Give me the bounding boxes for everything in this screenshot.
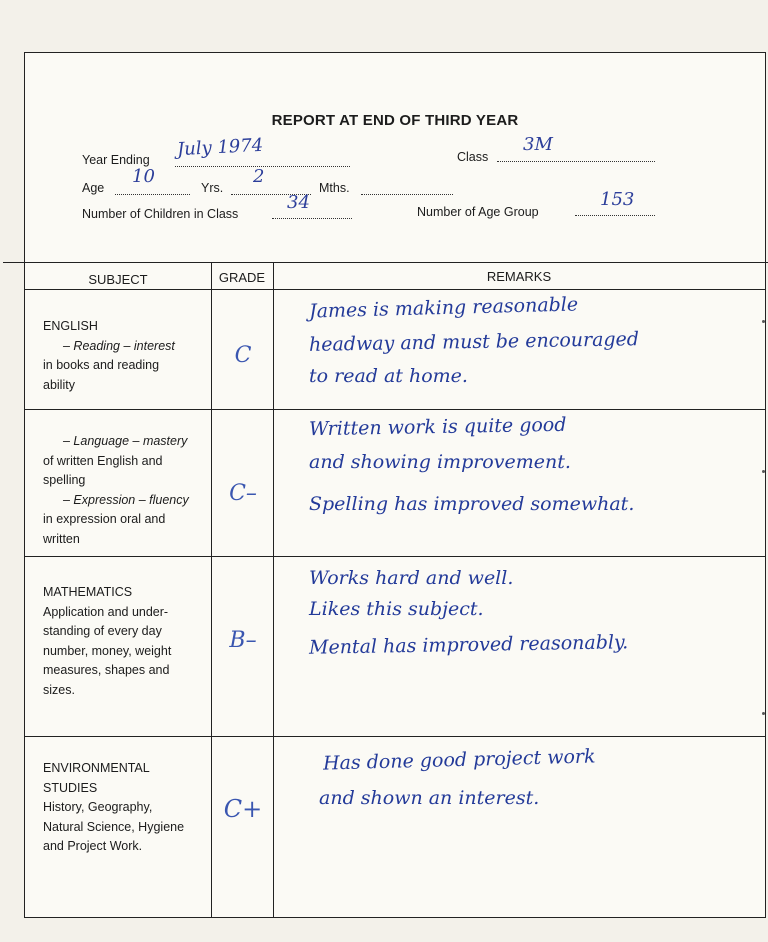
subject-line: in expression oral and — [43, 512, 166, 526]
subject-line: spelling — [43, 473, 86, 487]
subject-header: SUBJECT — [88, 272, 148, 287]
grade-value: B– — [229, 628, 257, 653]
subject-line: Natural Science, Hygiene — [43, 819, 185, 834]
yrs-label: Yrs. — [201, 181, 224, 195]
subject-line: Application and under- — [43, 604, 169, 619]
mths-line — [361, 182, 453, 195]
remark-line: Spelling has improved somewhat. — [309, 493, 635, 515]
age-months-value: 2 — [253, 166, 265, 187]
subject-line: ENVIRONMENTAL — [43, 761, 150, 775]
mths-label: Mths. — [319, 181, 350, 195]
report-title: REPORT AT END OF THIRD YEAR — [271, 112, 519, 129]
subject-line: MATHEMATICS — [43, 585, 133, 599]
table-top-border — [3, 262, 768, 263]
subject-line: ability — [43, 377, 75, 392]
grade-header: GRADE — [218, 270, 266, 285]
subject-line: of written English and — [43, 453, 163, 468]
edge-mark — [762, 470, 765, 473]
remark-line: Mental has improved reasonably. — [308, 631, 629, 659]
remark-line: Has done good project work — [322, 745, 596, 775]
age-label: Age — [82, 181, 105, 195]
year-ending-value: July 1974 — [176, 134, 264, 161]
subject-line: History, Geography, — [43, 800, 153, 814]
subject-line: standing of every day — [43, 624, 162, 638]
age-group-label: Number of Age Group — [417, 205, 539, 219]
remark-line: and shown an interest. — [319, 787, 540, 809]
edge-mark — [762, 320, 765, 323]
class-label: Class — [457, 150, 489, 164]
remarks-header: REMARKS — [486, 269, 552, 284]
class-line — [497, 149, 655, 162]
subject-cell — [43, 432, 189, 549]
subject-line: – Reading – interest — [63, 338, 175, 353]
remark-line: Likes this subject. — [309, 598, 484, 620]
grade-value: C– — [229, 481, 257, 506]
subject-line: – Language – mastery — [63, 434, 188, 448]
subject-line: in books and reading — [43, 358, 160, 372]
class-value: 3M — [523, 134, 553, 155]
subject-line: written — [43, 531, 80, 546]
edge-mark — [762, 712, 765, 715]
subject-cell — [43, 583, 171, 700]
children-in-class-label: Number of Children in Class — [82, 207, 239, 221]
report-card — [24, 52, 766, 918]
year-ending-label: Year Ending — [82, 153, 150, 167]
header-divider — [25, 289, 765, 290]
row-divider-1 — [25, 409, 765, 410]
subject-line: and Project Work. — [43, 839, 143, 853]
row-divider-3 — [25, 736, 765, 737]
remark-line: to read at home. — [309, 365, 468, 387]
remark-line: Works hard and well. — [309, 567, 514, 589]
children-in-class-line — [272, 206, 352, 219]
grade-value: C — [234, 343, 252, 368]
row-divider-2 — [25, 556, 765, 557]
subject-line: STUDIES — [43, 780, 98, 795]
subject-line: ENGLISH — [43, 319, 98, 333]
subject-line: number, money, weight — [43, 643, 172, 658]
subject-cell — [43, 759, 184, 857]
age-years-value: 10 — [132, 166, 155, 187]
subject-cell — [43, 317, 175, 395]
remark-line: headway and must be encouraged — [308, 328, 640, 356]
subject-line: sizes. — [43, 682, 75, 697]
children-in-class-value: 34 — [287, 192, 310, 213]
subject-line: measures, shapes and — [43, 663, 170, 677]
age-group-value: 153 — [600, 189, 635, 210]
grade-value: C+ — [223, 795, 263, 823]
remark-line: James is making reasonable — [308, 293, 579, 323]
remark-line: and showing improvement. — [309, 451, 571, 473]
subject-line: – Expression – fluency — [63, 492, 189, 507]
remark-line: Written work is quite good — [308, 413, 567, 441]
